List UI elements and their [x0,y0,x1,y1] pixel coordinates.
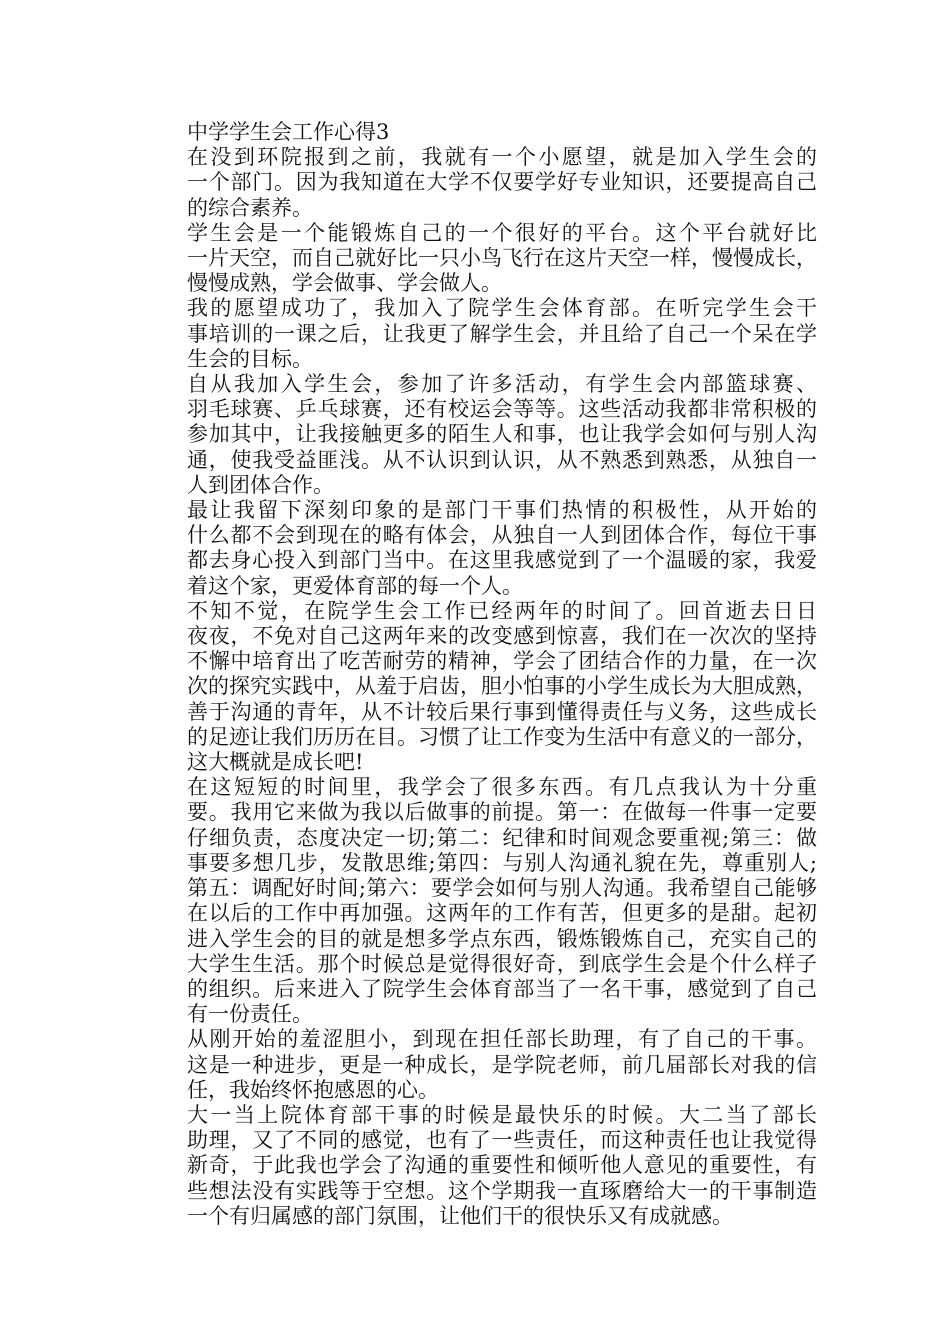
text-line: 大一当上院体育部干事的时候是最快乐的时候。大二当了部长 [187,1102,817,1127]
paragraph [145,145,817,221]
text-line: 事培训的一课之后，让我更了解学生会，并且给了自己一个呆在学 [187,321,817,346]
text-line: 在这短短的时间里，我学会了很多东西。有几点我认为十分重 [187,775,817,800]
text-line: 这大概就是成长吧! [187,750,364,775]
text-line: 什么都不会到现在的略有体会，从独自一人到团体合作，每位干事 [187,523,817,548]
text-line: 要。我用它来做为我以后做事的前提。第一：在做每一件事一定要 [187,800,817,825]
text-line: 仔细负责，态度决定一切;第二：纪律和时间观念要重视;第三：做 [187,825,817,850]
document-title: 中学学生会工作心得3 [187,120,390,144]
text-line: 有一份责任。 [187,1002,313,1027]
text-line: 不懈中培育出了吃苦耐劳的精神，学会了团结合作的力量，在一次 [187,649,817,674]
text-line: 在没到环院报到之前，我就有一个小愿望，就是加入学生会的 [187,145,817,170]
text-line: 的组织。后来进入了院学生会体育部当了一名干事，感觉到了自己 [187,976,817,1001]
text-line: 一个部门。因为我知道在大学不仅要学好专业知识，还要提高自己 [187,170,817,195]
text-line: 大学生生活。那个时候总是觉得很好奇，到底学生会是个什么样子 [187,951,817,976]
text-line: 些想法没有实践等于空想。这个学期我一直琢磨给大一的干事制造 [187,1178,817,1203]
document-page [145,120,817,1229]
text-line: 人到团体合作。 [187,472,334,497]
text-line: 不知不觉，在院学生会工作已经两年的时间了。回首逝去日日 [187,598,817,623]
paragraph [145,221,817,297]
paragraph [145,372,817,498]
text-line: 任，我始终怀抱感恩的心。 [187,1077,439,1102]
text-line: 第五：调配好时间;第六：要学会如何与别人沟通。我希望自己能够 [187,876,817,901]
text-line: 进入学生会的目的就是想多学点东西，锻炼锻炼自己，充实自己的 [187,926,817,951]
paragraph [145,296,817,372]
text-line: 夜夜，不免对自己这两年来的改变感到惊喜，我们在一次次的坚持 [187,624,817,649]
text-line: 羽毛球赛、乒乓球赛，还有校运会等等。这些活动我都非常积极的 [187,397,817,422]
paragraph [145,1027,817,1103]
text-line: 一片天空，而自己就好比一只小鸟飞行在这片天空一样，慢慢成长， [187,246,817,271]
paragraph [145,498,817,599]
text-line: 这是一种进步，更是一种成长，是学院老师，前几届部长对我的信 [187,1052,817,1077]
text-line: 最让我留下深刻印象的是部门干事们热情的积极性，从开始的 [187,498,817,523]
text-line: 善于沟通的青年，从不计较后果行事到懂得责任与义务，这些成长 [187,699,817,724]
text-line: 自从我加入学生会，参加了许多活动，有学生会内部篮球赛、 [187,372,817,397]
text-line: 新奇，于此我也学会了沟通的重要性和倾听他人意见的重要性，有 [187,1153,817,1178]
text-line: 助理，又了不同的感觉，也有了一些责任，而这种责任也让我觉得 [187,1128,817,1153]
text-line: 参加其中，让我接触更多的陌生人和事，也让我学会如何与别人沟 [187,422,817,447]
text-line: 着这个家，更爱体育部的每一个人。 [187,573,523,598]
text-line: 从刚开始的羞涩胆小，到现在担任部长助理，有了自己的干事。 [187,1027,817,1052]
document-body [145,145,817,1229]
text-line: 事要多想几步，发散思维;第四：与别人沟通礼貌在先，尊重别人; [187,850,817,875]
text-line: 都去身心投入到部门当中。在这里我感觉到了一个温暖的家，我爱 [187,548,817,573]
text-line: 一个有归属感的部门氛围，让他们干的很快乐又有成就感。 [187,1203,733,1228]
text-line: 的足迹让我们历历在目。习惯了让工作变为生活中有意义的一部分， [187,724,817,749]
paragraph [145,599,817,775]
text-line: 的综合素养。 [187,195,313,220]
text-line: 生会的目标。 [187,346,313,371]
text-line: 在以后的工作中再加强。这两年的工作有苦，但更多的是甜。起初 [187,901,817,926]
text-line: 我的愿望成功了，我加入了院学生会体育部。在听完学生会干 [187,296,817,321]
text-line: 次的探究实践中，从羞于启齿，胆小怕事的小学生成长为大胆成熟， [187,674,817,699]
text-line: 通，使我受益匪浅。从不认识到认识，从不熟悉到熟悉，从独自一 [187,447,817,472]
paragraph [145,1103,817,1229]
text-line: 慢慢成熟，学会做事、学会做人。 [187,271,502,296]
text-line: 学生会是一个能锻炼自己的一个很好的平台。这个平台就好比 [187,220,817,245]
paragraph [145,775,817,1027]
